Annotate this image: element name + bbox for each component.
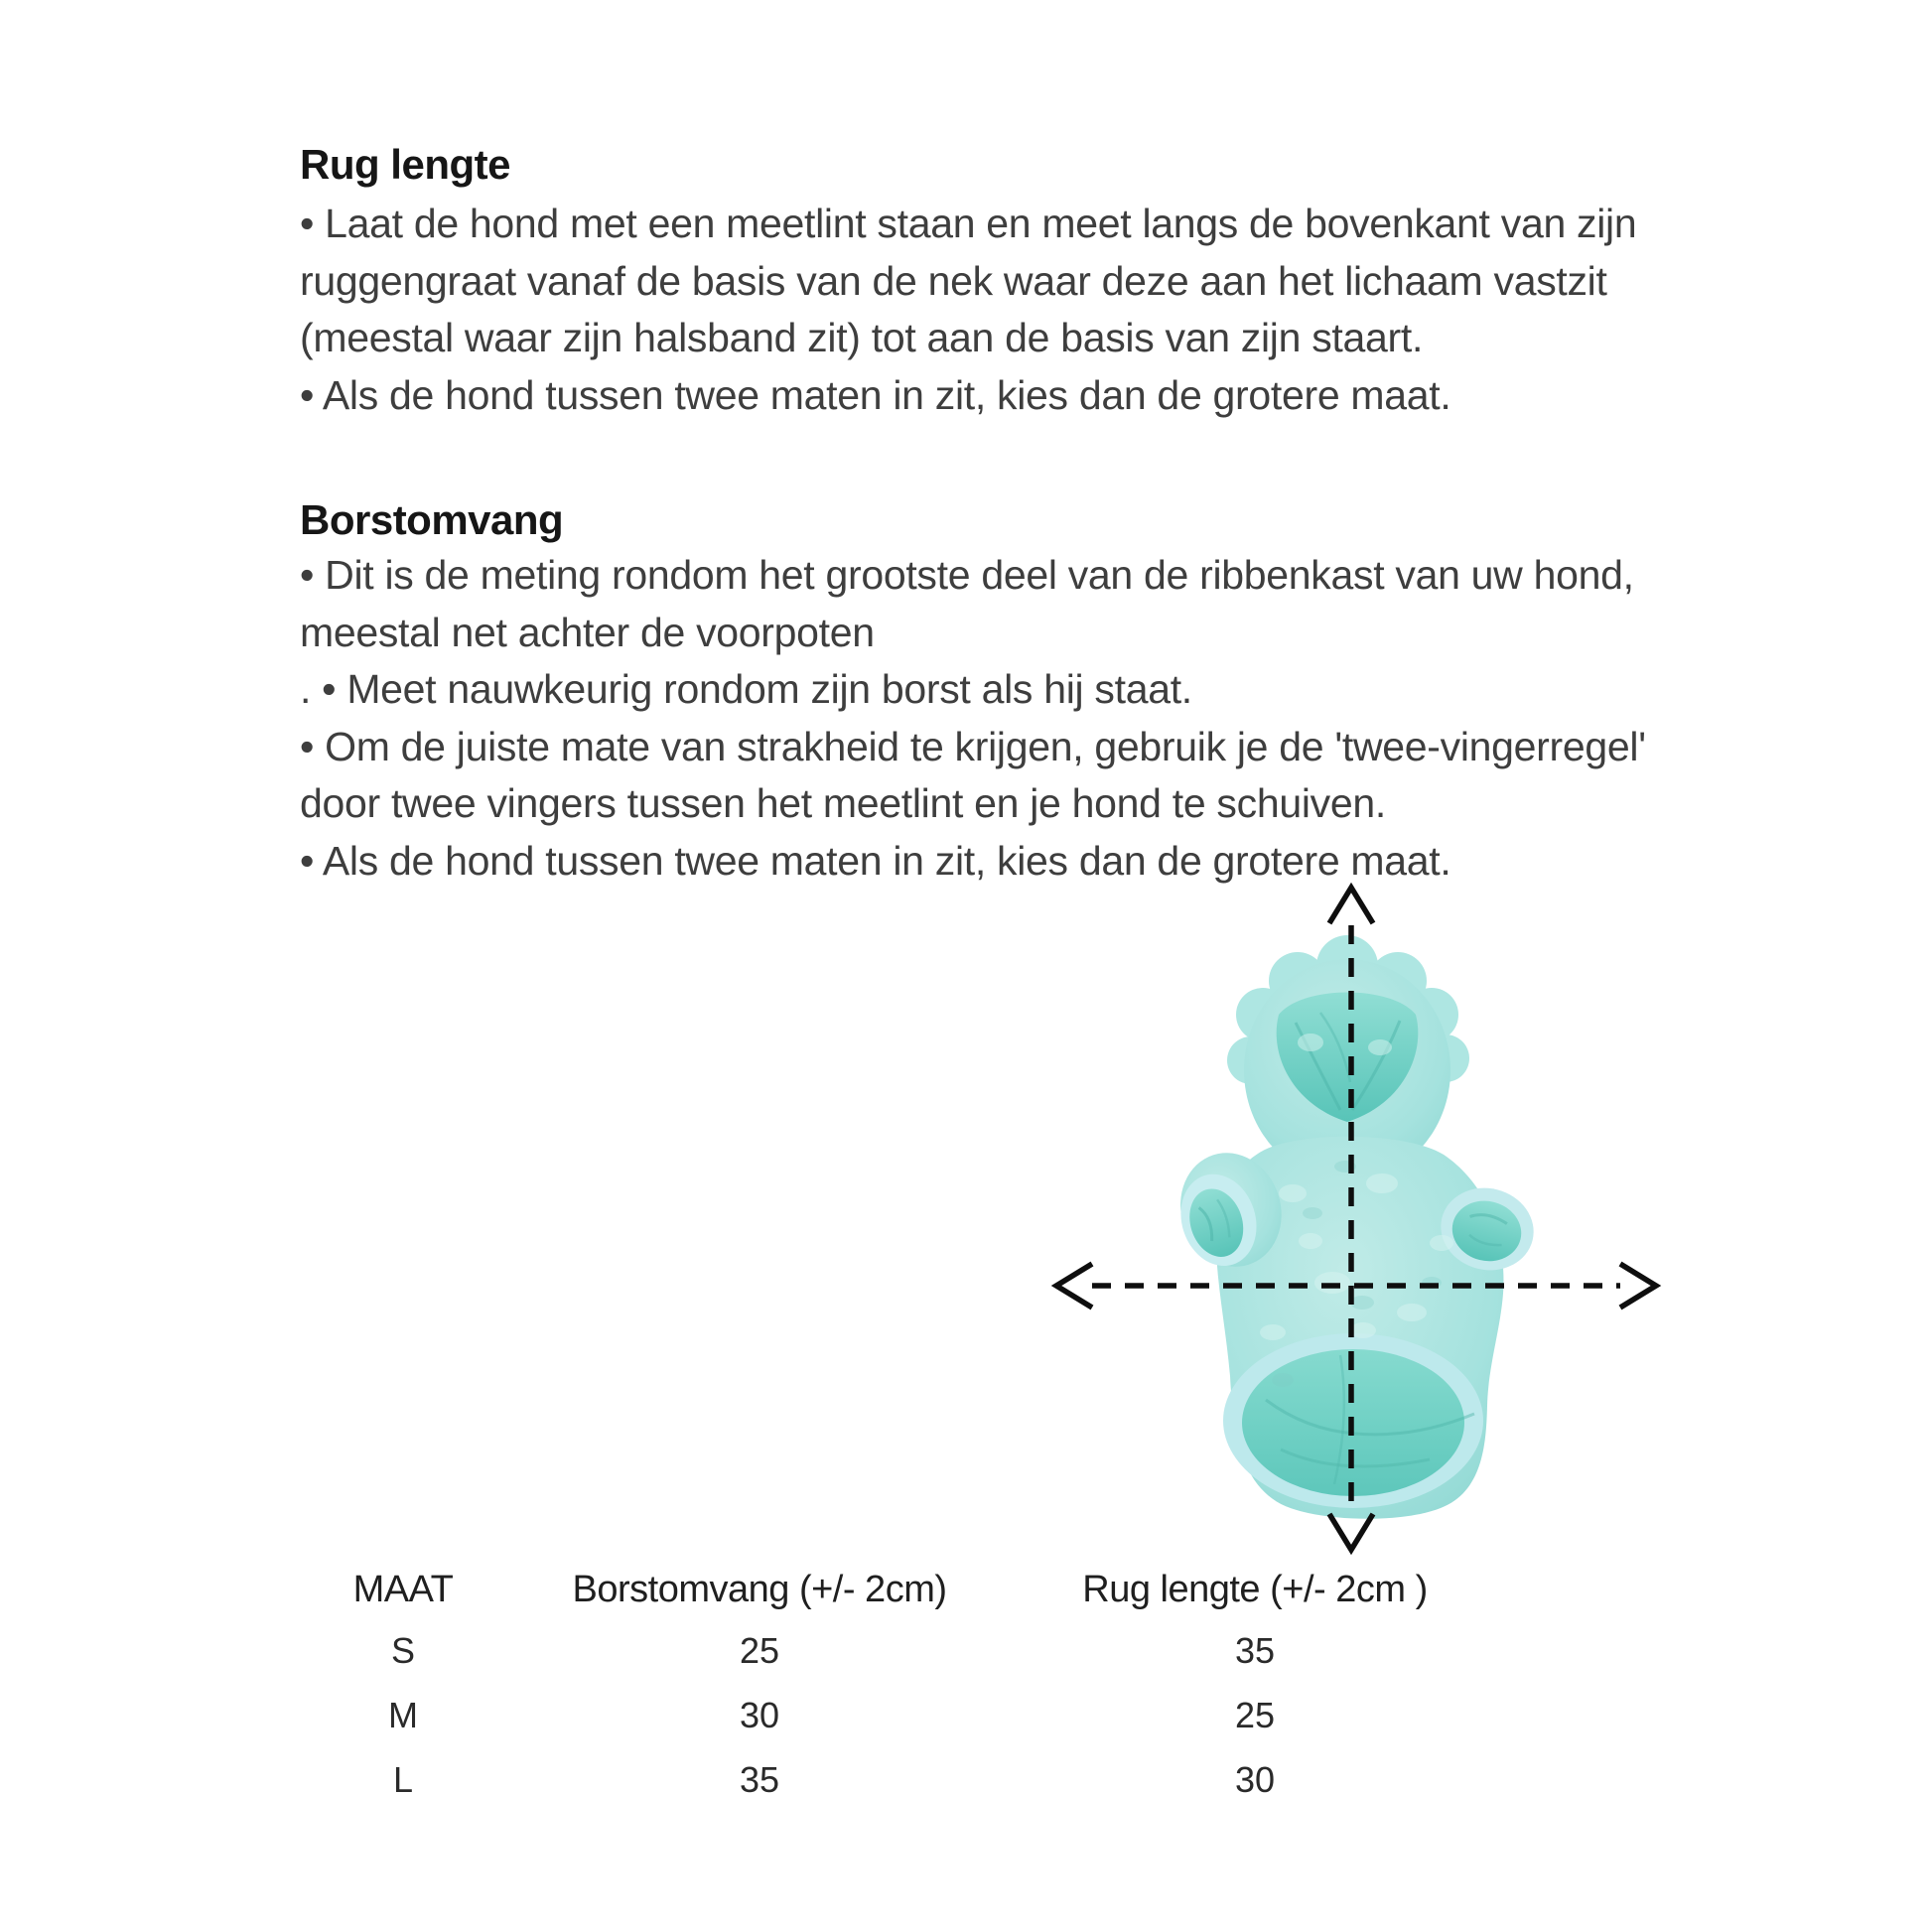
size-table-header-maat: MAAT [352,1568,454,1610]
borstomvang-line-4: • Om de juiste mate van strakheid te krijgen, gebruik je de 'twee-vingerregel' [300,723,1646,769]
borstomvang-heading: Borstomvang [300,496,564,543]
borstomvang-line-2: meestal net achter de voorpoten [300,609,875,655]
size-row-l-maat: L [392,1758,414,1800]
borstomvang-line-1: • Dit is de meting rondom het grootste deel van de ribbenkast van uw hond, [300,552,1634,598]
rug-lengte-line-1: • Laat de hond met een meetlint staan en meet langs de bovenkant van zijn [300,201,1637,246]
borstomvang-paragraph [300,547,1646,891]
dog-hoodie-svg [1013,864,1708,1579]
rug-lengte-line-3: (meestal waar zijn halsband zit) tot aan de basis van zijn staart. [300,315,1424,361]
size-row-m-borstomvang: 30 [739,1694,780,1735]
size-row-l-borstomvang: 35 [739,1758,780,1800]
rug-lengte-line-2: ruggengraat vanaf de basis van de nek waar deze aan het lichaam vastzit [300,257,1607,304]
borstomvang-line-3: . • Meet nauwkeurig rondom zijn borst als hij staat. [300,666,1192,713]
rug-lengte-line-4: • Als de hond tussen twee maten in zit, kies dan de grotere maat. [300,371,1451,418]
size-table-header-rug-lengte: Rug lengte (+/- 2cm ) [1082,1568,1428,1610]
dog-hoodie-figure [1013,864,1708,1579]
size-row-m-rug-lengte: 25 [1234,1694,1276,1735]
borstomvang-line-6: • Als de hond tussen twee maten in zit, kies dan de grotere maat. [300,837,1451,884]
borstomvang-line-5: door twee vingers tussen het meetlint en je hond te schuiven. [300,780,1386,827]
size-row-s-rug-lengte: 35 [1234,1629,1276,1671]
size-row-l-rug-lengte: 30 [1234,1758,1276,1800]
size-table-header-borstomvang: Borstomvang (+/- 2cm) [572,1568,947,1610]
size-row-s-maat: S [390,1629,415,1671]
rug-lengte-heading: Rug lengte [300,141,510,188]
rug-lengte-paragraph [300,196,1636,424]
size-table [298,1561,1499,1812]
size-row-m-maat: M [388,1694,418,1735]
size-row-s-borstomvang: 25 [739,1629,780,1671]
